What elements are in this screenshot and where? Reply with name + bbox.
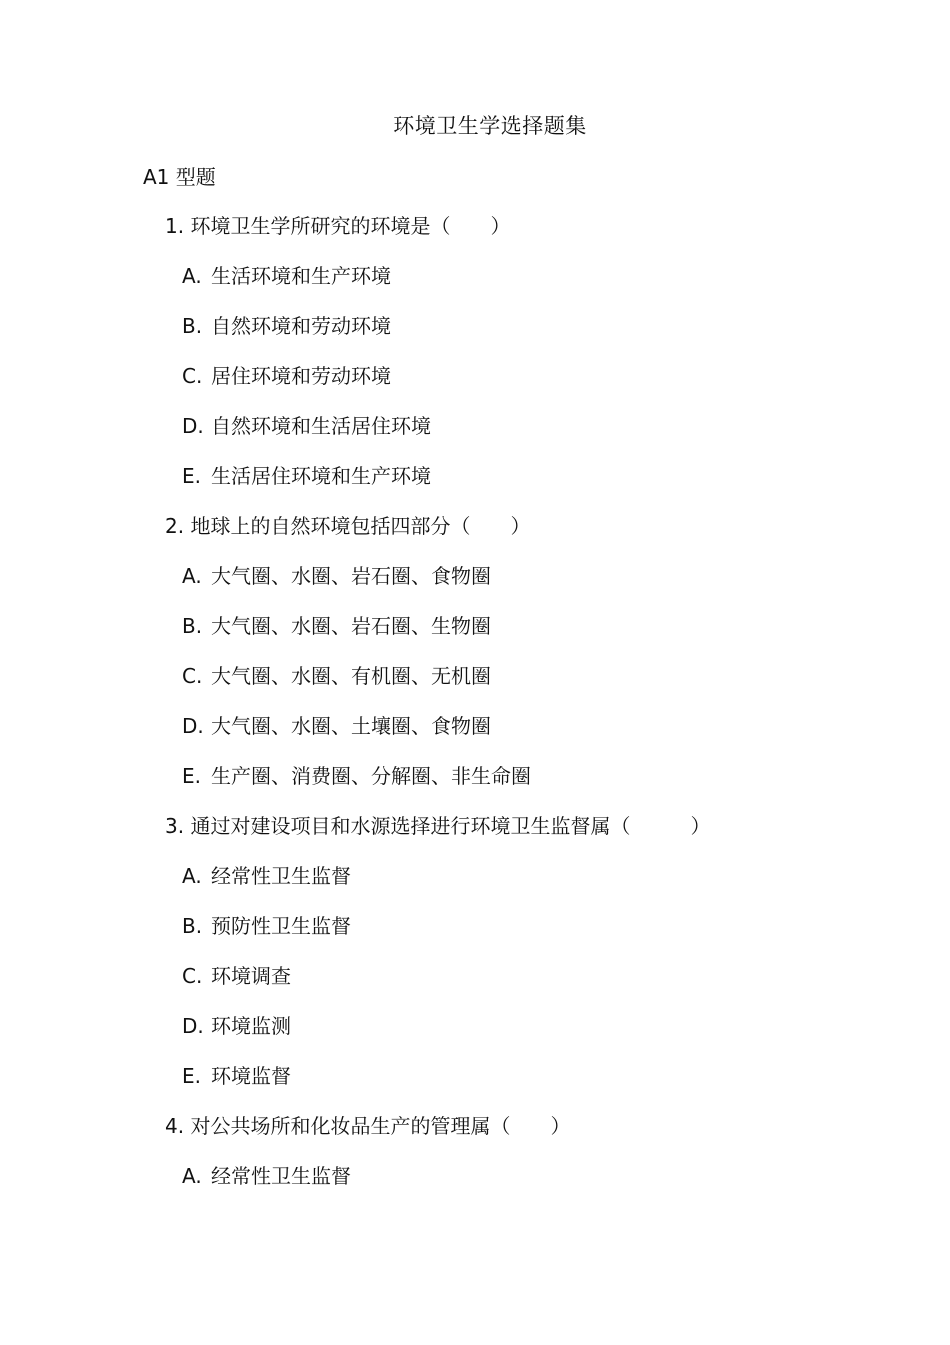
option-letter: B.	[182, 914, 203, 938]
option-letter: E.	[182, 464, 201, 488]
answer-option	[0, 312, 950, 362]
option-letter: C.	[182, 364, 203, 388]
option-text: 大气圈、水圈、岩石圈、生物圈	[211, 614, 491, 638]
question-stem: 4. 对公共场所和化妆品生产的管理属（ ）	[165, 1114, 571, 1138]
answer-option	[0, 262, 950, 312]
option-text: 自然环境和劳动环境	[211, 314, 391, 338]
option-letter: D.	[182, 1014, 204, 1038]
answer-option	[0, 712, 950, 762]
answer-option	[0, 962, 950, 1012]
option-text: 预防性卫生监督	[211, 914, 351, 938]
section-heading: A1 型题	[143, 165, 216, 189]
answer-option	[0, 662, 950, 712]
option-text: 生产圈、消费圈、分解圈、非生命圈	[211, 764, 531, 788]
option-letter: B.	[182, 614, 203, 638]
option-letter: A.	[182, 1164, 202, 1188]
answer-option	[0, 862, 950, 912]
option-letter: E.	[182, 764, 201, 788]
option-text: 环境调查	[211, 964, 291, 988]
option-text: 经常性卫生监督	[211, 1164, 351, 1188]
document-title: 环境卫生学选择题集	[393, 114, 587, 138]
option-text: 大气圈、水圈、土壤圈、食物圈	[211, 714, 491, 738]
option-letter: D.	[182, 714, 204, 738]
option-text: 生活环境和生产环境	[211, 264, 391, 288]
option-letter: A.	[182, 564, 202, 588]
answer-option	[0, 412, 950, 462]
question	[0, 212, 950, 512]
option-letter: B.	[182, 314, 203, 338]
option-text: 环境监督	[211, 1064, 291, 1088]
option-letter: D.	[182, 414, 204, 438]
answer-option	[0, 912, 950, 962]
option-text: 大气圈、水圈、岩石圈、食物圈	[211, 564, 491, 588]
answer-option	[0, 1162, 950, 1212]
option-letter: A.	[182, 264, 202, 288]
option-text: 自然环境和生活居住环境	[211, 414, 431, 438]
question-stem: 3. 通过对建设项目和水源选择进行环境卫生监督属（ ）	[165, 814, 711, 838]
option-text: 居住环境和劳动环境	[211, 364, 391, 388]
answer-option	[0, 762, 950, 812]
answer-option	[0, 1012, 950, 1062]
option-text: 经常性卫生监督	[211, 864, 351, 888]
question-list	[0, 212, 950, 1212]
question	[0, 812, 950, 1112]
question-stem: 2. 地球上的自然环境包括四部分（ ）	[165, 514, 531, 538]
answer-option	[0, 612, 950, 662]
option-letter: C.	[182, 664, 203, 688]
question-stem: 1. 环境卫生学所研究的环境是（ ）	[165, 214, 511, 238]
answer-option	[0, 1062, 950, 1112]
answer-option	[0, 562, 950, 612]
option-text: 大气圈、水圈、有机圈、无机圈	[211, 664, 491, 688]
question	[0, 512, 950, 812]
option-letter: A.	[182, 864, 202, 888]
option-letter: C.	[182, 964, 203, 988]
answer-option	[0, 462, 950, 512]
option-text: 生活居住环境和生产环境	[211, 464, 431, 488]
option-letter: E.	[182, 1064, 201, 1088]
question	[0, 1112, 950, 1212]
answer-option	[0, 362, 950, 412]
option-text: 环境监测	[211, 1014, 291, 1038]
